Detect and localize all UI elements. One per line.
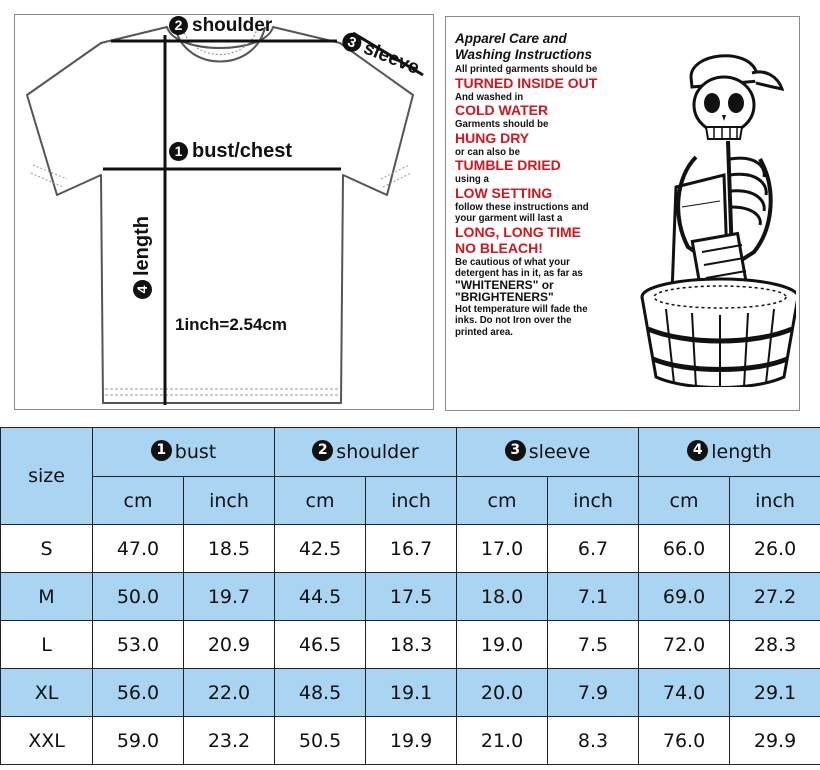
table-row [1,525,820,573]
care-line: TUMBLE DRIED [455,157,561,174]
measurement-cell: 74.0 [639,669,730,717]
tshirt-diagram-panel [14,14,434,410]
shoulder-label: 2 shoulder [169,15,272,37]
care-line: printed area. [455,325,513,338]
unit-header: cm [639,477,730,525]
unit-header: inch [548,477,639,525]
size-table-body [1,525,820,765]
measurement-cell: 66.0 [639,525,730,573]
measurement-cell: 7.5 [548,621,639,669]
unit-header: inch [730,477,820,525]
measurement-cell: 29.1 [730,669,820,717]
care-line: follow these instructions and [455,200,589,213]
care-line: "WHITENERS" or [455,277,554,292]
measurement-cell: 17.0 [457,525,548,573]
care-line: And washed in [455,90,524,103]
length-number-badge: 4 [687,440,708,461]
table-row [1,717,820,765]
shoulder-number-badge: 2 [169,16,188,35]
size-cell: XL [1,669,93,717]
care-line: Be cautious of what your [455,255,570,268]
unit-header: inch [366,477,457,525]
measurement-cell: 50.0 [93,573,184,621]
care-line: NO BLEACH! [455,239,543,256]
care-line: Apparel Care and [455,31,567,46]
measurement-cell: 72.0 [639,621,730,669]
measurement-cell: 46.5 [275,621,366,669]
care-line: inks. Do not Iron over the [455,314,572,327]
care-line: LONG, LONG TIME [455,223,581,240]
care-line: Hot temperature will fade the [455,302,588,315]
measurement-cell: 8.3 [548,717,639,765]
care-line: HUNG DRY [455,129,530,146]
measurement-cell: 76.0 [639,717,730,765]
measurement-cell: 21.0 [457,717,548,765]
care-line: or can also be [455,145,520,158]
measurement-cell: 18.5 [184,525,275,573]
length-number-badge: 4 [133,280,152,299]
care-line: your garment will last a [455,212,563,225]
unit-header: cm [457,477,548,525]
tshirt-illustration [15,15,435,411]
measurement-cell: 19.1 [366,669,457,717]
shoulder-number-badge: 2 [312,440,333,461]
measurement-cell: 59.0 [93,717,184,765]
measurement-cell: 29.9 [730,717,820,765]
measurement-cell: 53.0 [93,621,184,669]
care-line: Washing Instructions [455,47,593,63]
measurement-cell: 48.5 [275,669,366,717]
bust-number-badge: 1 [151,440,172,461]
sleeve-number-badge: 3 [505,440,526,461]
size-column-header: size [1,428,93,525]
measurement-cell: 23.2 [184,717,275,765]
care-instructions-panel [445,16,800,411]
measurement-cell: 18.0 [457,573,548,621]
conversion-note: 1inch=2.54cm [175,315,287,334]
measurement-cell: 44.5 [275,573,366,621]
size-cell: L [1,621,93,669]
sleeve-group-header: 3 sleeve [457,428,639,477]
table-row [1,573,820,621]
measurement-cell: 27.2 [730,573,820,621]
care-line: COLD WATER [455,102,549,119]
unit-header: inch [184,477,275,525]
size-cell: S [1,525,93,573]
care-line: detergent has in it, as far as [455,267,583,280]
sleeve-number-badge: 3 [339,30,364,55]
measurement-cell: 42.5 [275,525,366,573]
measurement-cell: 19.7 [184,573,275,621]
table-row [1,621,820,669]
care-line: using a [455,173,489,186]
measurement-cell: 20.9 [184,621,275,669]
length-label: 4length [131,216,154,299]
care-instructions-text [455,31,645,337]
unit-header: cm [93,477,184,525]
measurement-cell: 28.3 [730,621,820,669]
measurement-cell: 47.0 [93,525,184,573]
measurement-cell: 20.0 [457,669,548,717]
care-line: Garments should be [455,118,549,131]
measurement-cell: 7.1 [548,573,639,621]
bust-label: 1 bust/chest [169,140,292,163]
care-line: All printed garments should be [455,63,598,76]
measurement-cell: 6.7 [548,525,639,573]
measurement-cell: 56.0 [93,669,184,717]
size-cell: M [1,573,93,621]
measurement-cell: 7.9 [548,669,639,717]
care-line: "BRIGHTENERS" [455,289,554,304]
size-cell: XXL [1,717,93,765]
bust-number-badge: 1 [169,142,188,161]
size-chart-table [0,427,820,765]
care-line: LOW SETTING [455,184,553,201]
length-group-header: 4 length [639,428,820,477]
measurement-cell: 69.0 [639,573,730,621]
table-row [1,669,820,717]
measurement-cell: 19.0 [457,621,548,669]
skeleton-washing-illustration [636,47,796,387]
measurement-cell: 50.5 [275,717,366,765]
measurement-cell: 17.5 [366,573,457,621]
unit-header: cm [275,477,366,525]
measurement-cell: 22.0 [184,669,275,717]
measurement-cell: 18.3 [366,621,457,669]
measurement-cell: 16.7 [366,525,457,573]
measurement-cell: 19.9 [366,717,457,765]
care-line: TURNED INSIDE OUT [455,74,598,91]
bust-group-header: 1 bust [93,428,275,477]
shoulder-group-header: 2 shoulder [275,428,457,477]
sleeve-label: 3 sleeve [339,29,422,80]
measurement-cell: 26.0 [730,525,820,573]
